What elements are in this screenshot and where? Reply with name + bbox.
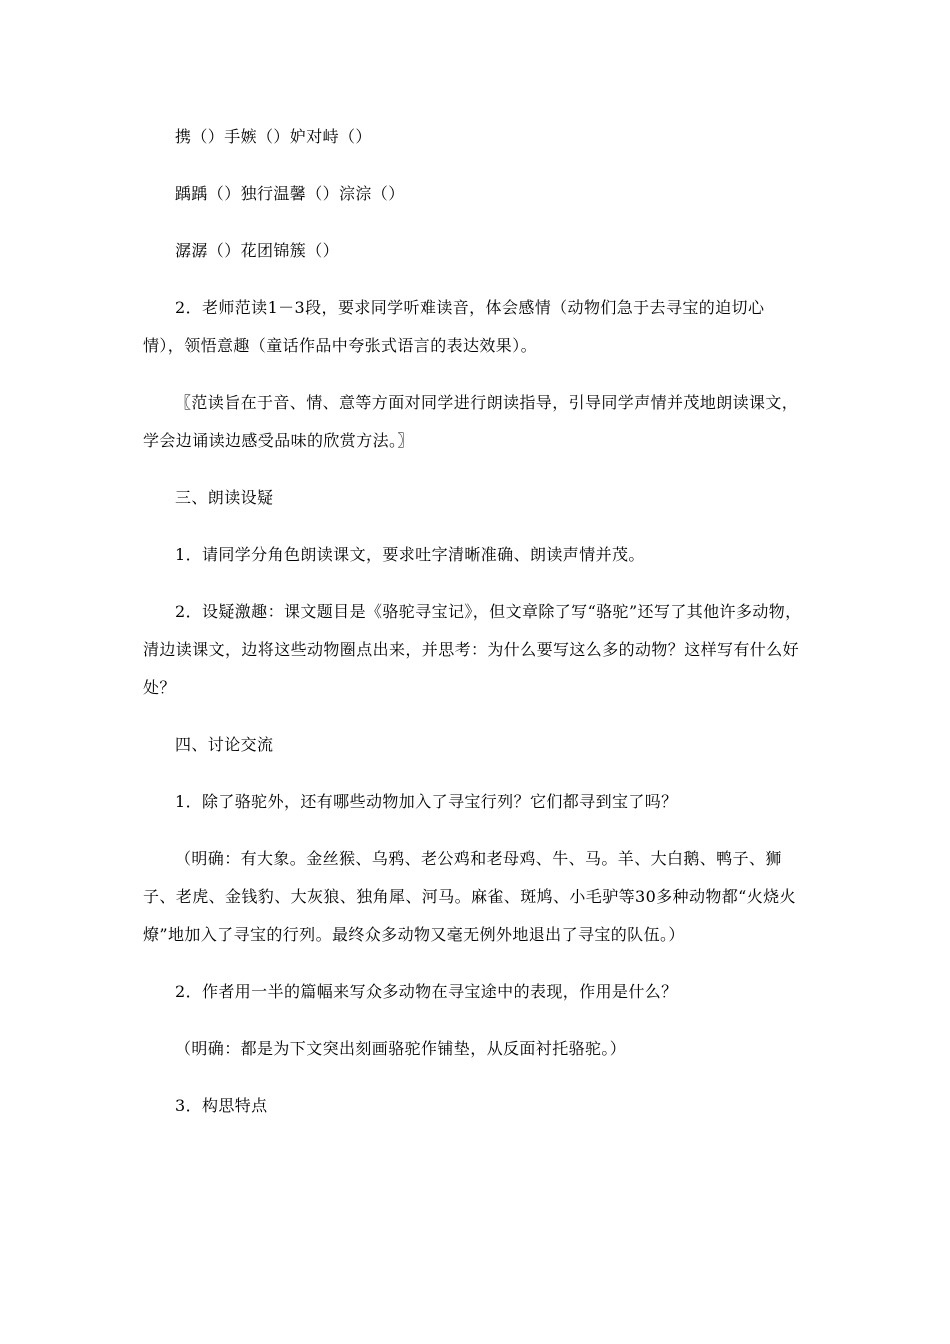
discussion-answer-2: （明确：都是为下文突出刻画骆驼作铺垫，从反面衬托骆驼。） [175,1039,627,1058]
step-1-role-reading: 1．请同学分角色朗读课文，要求吐字清晰准确、朗读声情并茂。 [175,545,645,564]
section-heading-4: 四、讨论交流 [175,735,274,754]
vocab-line-2: 踽踽（）独行温馨（）淙淙（） [175,184,405,203]
section-heading-3: 三、朗读设疑 [175,488,274,507]
model-reading-note: 〖范读旨在于音、情、意等方面对同学进行朗读指导，引导同学声情并茂地朗读课文，学会边诵读边感受品味的欣赏方法。〗 [143,393,799,450]
document-body [143,118,805,1144]
vocab-line-1: 携（）手嫉（）妒对峙（） [175,127,372,146]
step-2-questioning: 2．设疑激趣：课文题目是《骆驼寻宝记》，但文章除了写“骆驼”还写了其他许多动物，清边读课文，边将这些动物圈点出来，并思考：为什么要写这么多的动物？这样写有什么好处？ [143,602,802,697]
discussion-question-1: 1．除了骆驼外，还有哪些动物加入了寻宝行列？它们都寻到宝了吗？ [175,792,678,811]
discussion-question-2: 2．作者用一半的篇幅来写众多动物在寻宝途中的表现，作用是什么？ [175,982,678,1001]
step-2-model-reading: 2．老师范读1－3段，要求同学听难读音，体会感情（动物们急于去寻宝的迫切心情），领悟意趣（童话作品中夸张式语言的表达效果）。 [143,298,765,355]
discussion-item-3: 3．构思特点 [175,1096,268,1115]
vocab-line-3: 潺潺（）花团锦簇（） [175,241,340,260]
discussion-answer-1: （明确：有大象。金丝猴、乌鸦、老公鸡和老母鸡、牛、马。羊、大白鹅、鸭子、狮子、老虎、金钱豹、大灰狼、独角犀、河马。麻雀、斑鸠、小毛驴等30多种动物都“火烧火燎”地加入了寻宝的行列。最终众多动物又毫无例外地退出了寻宝的队伍。） [143,849,796,944]
